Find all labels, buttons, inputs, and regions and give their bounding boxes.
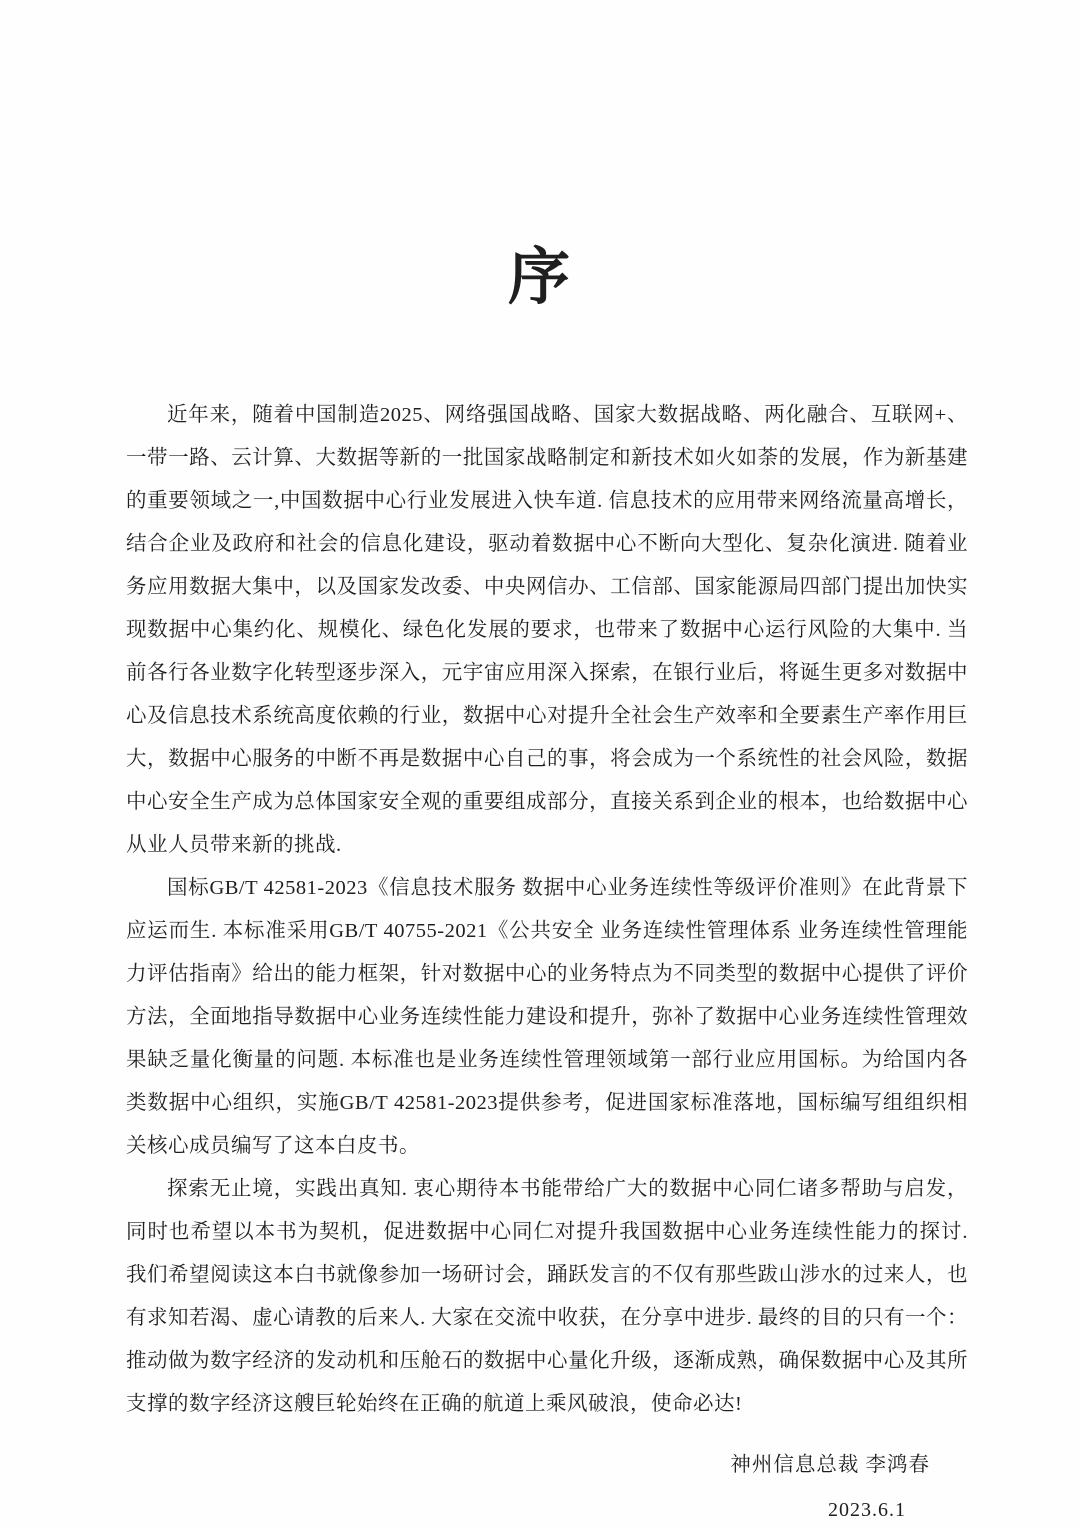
preface-paragraph-1: 近年来，随着中国制造2025、网络强国战略、国家大数据战略、两化融合、互联网+、一带一路、云计算、大数据等新的一批国家战略制定和新技术如火如荼的发展，作为新基建的重要领域之一,中国数据中心行业发展进入快车道. 信息技术的应用带来网络流量高增长，结合企业及政府和社会的信息化建设，驱动着数据中心不断向大型化、复杂化演进. 随着业务应用数据大集中，以及国家发改委、中央网信办、工信部、国家能源局四部门提出加快实现数据中心集约化、规模化、绿色化发展的要求，也带来了数据中心运行风险的大集中. 当前各行各业数字化转型逐步深入，元宇宙应用深入探索，在银行业后，将诞生更多对数据中心及信息技术系统高度依赖的行业，数据中心对提升全社会生产效率和全要素生产率作用巨大，数据中心服务的中断不再是数据中心自己的事，将会成为一个系统性的社会风险，数据中心安全生产成为总体国家安全观的重要组成部分，直接关系到企业的根本，也给数据中心从业人员带来新的挑战. (126, 404, 968, 856)
signature-author: 神州信息总裁 李鸿春 (730, 1454, 930, 1476)
preface-paragraph-2: 国标GB/T 42581-2023《信息技术服务 数据中心业务连续性等级评价准则》在此背景下应运而生. 本标准采用GB/T 40755-2021《公共安全 业务连续性管理体系 业务连续性管理能力评估指南》给出的能力框架，针对数据中心的业务特点为不同类型的数据中心提供了评价方法，全面地指导数据中心业务连续性能力建设和提升，弥补了数据中心业务连续性管理效果缺乏量化衡量的问题. 本标准也是业务连续性管理领域第一部行业应用国标。为给国内各类数据中心组织，实施GB/T 42581-2023提供参考，促进国家标准落地，国标编写组组织相关核心成员编写了这本白皮书。 (126, 877, 968, 1157)
page-title: 序 (507, 244, 572, 312)
preface-body (0, 394, 1080, 1426)
signature-date: 2023.6.1 (828, 1499, 906, 1521)
preface-paragraph-3: 探索无止境，实践出真知. 衷心期待本书能带给广大的数据中心同仁诸多帮助与启发，同时也希望以本书为契机，促进数据中心同仁对提升我国数据中心业务连续性能力的探讨. 我们希望阅读这本白书就像参加一场研讨会，踊跃发言的不仅有那些跋山涉水的过来人，也有求知若渴、虚心请教的后来人. 大家在交流中收获，在分享中进步. 最终的目的只有一个：推动做为数字经济的发动机和压舱石的数据中心量化升级，逐渐成熟，确保数据中心及其所支撑的数字经济这艘巨轮始终在正确的航道上乘风破浪，使命必达! (126, 1178, 968, 1415)
signature-block (0, 1444, 1080, 1527)
